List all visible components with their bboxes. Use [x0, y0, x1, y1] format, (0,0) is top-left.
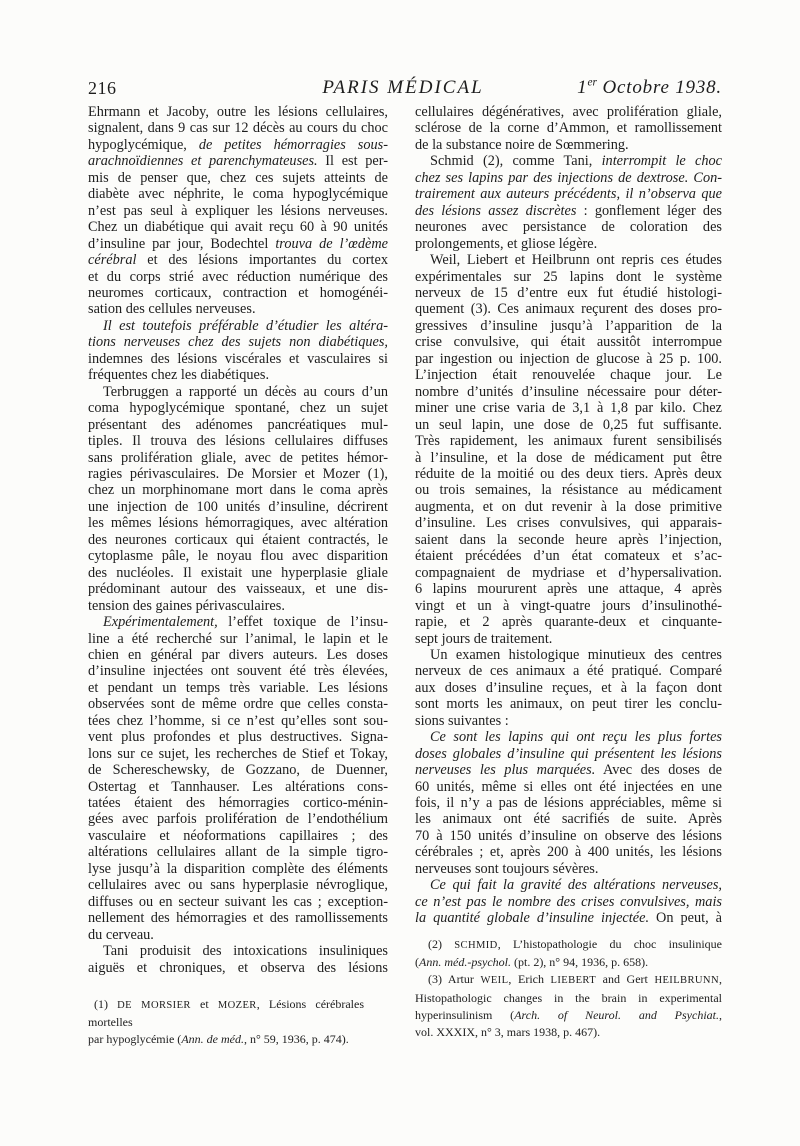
roman-text: , Erich	[508, 972, 551, 987]
text-line: du cerveau.	[88, 926, 154, 943]
text-line: des nucléoles. Il existait une hyperplasie gliale	[88, 564, 388, 581]
text-line: vol. XXXIX, n° 3, mars 1938, p. 467).	[415, 1025, 601, 1040]
text-line: cytoplasme pâle, le noyau flou avec disparition	[88, 548, 388, 565]
paragraph	[415, 153, 722, 252]
text-line: étaient précédées d’un état comateux et s’ac-	[415, 548, 722, 565]
date-day: 1	[577, 77, 588, 98]
paragraph	[88, 104, 388, 318]
text-line	[415, 894, 722, 910]
right-column-body	[415, 104, 722, 927]
author-name: LIEBERT	[550, 975, 597, 987]
text-line: neurones avec persistance de coloration des	[415, 219, 722, 236]
roman-text: hypoglycémique,	[88, 136, 199, 153]
paragraph	[88, 318, 388, 384]
author-name: WEIL	[480, 975, 509, 987]
text-line: aiguës et chroniques, et observa des lésions	[88, 959, 388, 976]
roman-text: On peut, à	[649, 910, 723, 927]
text-line: cérébrales ; et, après 200 à 400 unités, les lésions	[415, 844, 722, 861]
text-line	[88, 996, 364, 1031]
text-line: indemnes des lésions viscérales et vasculaires si	[88, 350, 388, 367]
italic-text: de petites hémorragies sous-	[198, 136, 388, 153]
italic-text: Expérimentalement,	[103, 614, 218, 631]
paragraph	[415, 877, 722, 926]
text-line: Weil, Liebert et Heilbrunn ont repris ces études	[430, 252, 722, 269]
text-line: réduite de la moitié ou des deux tiers. Après deux	[415, 465, 722, 482]
text-line: rapie, et 2 après quarante-deux et cinquante-	[415, 614, 722, 631]
roman-text: ,	[719, 1007, 722, 1022]
text-line: sans prolifération gliale, avec de petites hémor-	[88, 449, 388, 466]
author-name: SCHMID	[454, 940, 498, 951]
text-line: prédominant autour des vaisseaux, et une dis-	[88, 581, 388, 598]
text-line	[415, 1007, 722, 1024]
text-line: gressives d’insuline jusqu’à l’apparition de la	[415, 317, 722, 334]
text-line	[415, 936, 722, 954]
journal-title: PARIS MÉDICAL	[322, 77, 484, 98]
text-line: et pendant un temps très variable. Les lésions	[88, 679, 388, 696]
text-line	[415, 971, 722, 989]
text-line: vasculaire et néoformations capillaires ; des	[88, 827, 388, 844]
roman-text: (1)	[94, 997, 118, 1011]
text-line: crise convulsive, qui était aussitôt interrompue	[415, 334, 722, 351]
text-line: fréquentes chez les diabétiques.	[88, 367, 270, 384]
text-line	[88, 334, 388, 350]
text-line: expérimentales sur 25 lapins dont le système	[415, 268, 722, 285]
left-footnotes	[88, 996, 364, 1049]
italic-text: interrompit le choc	[601, 153, 723, 170]
roman-text: Il est per-	[317, 153, 388, 170]
text-line: cellulaires avec ou sans hyperplasie névroglique,	[88, 877, 388, 894]
text-line: nerveuses sont toujours sévères.	[415, 860, 599, 877]
roman-text: et des lésions importantes du cortex	[136, 252, 388, 269]
text-line: présentant des adénomes pancréatiques mul-	[88, 416, 388, 433]
text-line: aux doses d’insuline reçues, et à la façon dont	[415, 679, 722, 696]
right-column	[415, 104, 722, 927]
text-line: miner une crise varia de 3,1 à 1,8 par kilo. Chez	[415, 400, 722, 417]
author-name: MOZER	[217, 1000, 257, 1011]
text-line: chien en général par divers auteurs. Les doses	[88, 646, 388, 663]
text-line	[88, 252, 388, 268]
text-line: line a été recherché sur l’animal, le lapin et le	[88, 630, 388, 647]
text-line: coma hypoglycémique spontané, chez un sujet	[88, 400, 388, 417]
roman-text: d’insuline par jour, Bodechtel	[88, 235, 276, 252]
text-line: fois, il n’y a pas de lésions appréciables, même si	[415, 795, 722, 812]
paragraph	[88, 614, 388, 943]
italic-text: Ann. méd.-psychol.	[419, 955, 511, 970]
text-line: vingt et un à vingt-quatre jours d’insulinothé-	[415, 597, 722, 614]
text-line: observées sont de même ordre que celles consta-	[88, 696, 388, 713]
footnote	[415, 971, 722, 1041]
roman-text: Schmid (2), comme Tani,	[430, 153, 602, 170]
page-number: 216	[88, 78, 117, 98]
text-line: Chez un diabétique qui avait reçu 60 à 90 unités	[88, 219, 388, 236]
text-line: de la substance noire de Sœmmering.	[415, 136, 629, 153]
text-line: Très rapidement, les animaux furent sensibilisés	[415, 433, 722, 450]
footnote	[88, 996, 364, 1049]
text-line	[415, 186, 722, 202]
italic-text: Ce sont les lapins qui ont reçu les plus fortes	[430, 729, 722, 746]
roman-text: hyperinsulinism (	[415, 1007, 515, 1022]
text-line	[88, 614, 388, 630]
roman-text: : gonflement léger des	[576, 202, 722, 219]
roman-text: Avec des doses de	[595, 762, 722, 779]
paragraph	[88, 943, 388, 976]
text-line: Terbruggen a rapporté un décès au cours d’un	[103, 383, 388, 400]
text-line	[88, 1031, 364, 1048]
roman-text: par hypoglycémie (	[88, 1032, 182, 1047]
roman-text: et	[190, 997, 218, 1011]
text-line	[415, 203, 722, 219]
text-line	[415, 729, 722, 745]
text-line: nellement des hémorragies et des ramollissements	[88, 910, 388, 927]
right-footnotes	[415, 936, 722, 1041]
text-line: diabète avec néphrite, le coma hypoglycémique	[88, 186, 388, 203]
text-line: diffuses ou en secteur suivant les cas ; exception-	[88, 893, 388, 910]
text-line: un seul lapin, une dose de 0,25 fut suffisante.	[415, 416, 722, 433]
text-line: par ingestion ou injection de glucose à 25 p. 100.	[415, 350, 722, 367]
text-line: nerveux de ces animaux a été pratiqué. Comparé	[415, 663, 722, 680]
italic-text: trairement aux auteurs précédents, il n’observa que	[415, 186, 722, 203]
text-line: augmenta, et on dut revenir à la dose primitive	[415, 498, 722, 515]
text-line: tées chez l’homme, si ce n’est qu’elles sont sou-	[88, 712, 388, 729]
text-line: n’est pas seul à expliquer les lésions nerveuses.	[88, 202, 388, 219]
text-line: Tani produisit des intoxications insuliniques	[103, 943, 388, 960]
paragraph	[415, 252, 722, 647]
roman-text: (2)	[428, 937, 455, 951]
text-line: sclérose de la corne d’Ammon, et ramollissement	[415, 120, 722, 137]
italic-text: trouva de l’œdème	[275, 235, 388, 252]
text-line: nerveux de 15 d’entre eux fut étudié histologi-	[415, 284, 722, 301]
text-line: d’insuline. Les crises convulsives, qui apparais-	[415, 515, 722, 532]
text-line: une injection de 100 unités d’insuline, décrirent	[88, 498, 388, 515]
text-line	[415, 746, 722, 762]
text-line	[415, 170, 722, 186]
text-line: Ehrmann et Jacoby, outre les lésions cellulaires,	[88, 104, 388, 120]
text-line: saient dans la seconde heure après l’injection,	[415, 531, 722, 548]
paragraph	[415, 104, 722, 153]
text-line: altérations cellulaires allant de la simple tigro-	[88, 844, 388, 861]
italic-text: arachnoïdiennes et parenchymateuses.	[88, 153, 318, 170]
text-line	[415, 910, 722, 926]
text-line	[88, 153, 388, 169]
text-line: Histopathologic changes in the brain in experimental	[415, 990, 722, 1005]
text-line: signalent, dans 9 cas sur 12 décès au cours du choc	[88, 120, 388, 137]
running-header	[88, 76, 722, 100]
text-line: les animaux ont été sacrifiés de suite. Après	[415, 811, 722, 828]
italic-text: chez ses lapins par des injections de dextrose. Con-	[415, 169, 722, 186]
italic-text: la quantité globale d’insuline injectée.	[415, 910, 650, 927]
text-line	[88, 137, 388, 153]
text-line: les mêmes lésions hémorragiques, avec altération	[88, 515, 388, 532]
author-name: HEILBRUNN	[654, 975, 719, 987]
roman-text: l’effet toxique de l’insu-	[217, 614, 388, 631]
text-line: nombre d’unités d’insuline nécessaire pour déter-	[415, 383, 722, 400]
italic-text: tions nerveuses chez des sujets non diabétiques,	[88, 334, 388, 351]
text-line: de Schereschewsky, de Gozzano, de Duenner,	[88, 762, 388, 779]
paragraph	[415, 729, 722, 877]
text-line: tension des gaines périvasculaires.	[88, 597, 285, 614]
text-line: chez un morphinomane mort dans le coma après	[88, 482, 388, 499]
paragraph	[88, 384, 388, 614]
text-line: 70 à 150 unités d’insuline on observe des lésions	[415, 827, 722, 844]
left-column-body	[88, 104, 388, 976]
text-line: ragies périvasculaires. De Morsier et Mozer (1),	[88, 465, 388, 482]
text-line: ou trois semaines, la résistance au médicament	[415, 482, 722, 499]
text-line: d’insuline injectées ont souvent été très élevées,	[88, 663, 388, 680]
text-line: neuromes corticaux, contraction et homogénéi-	[88, 284, 388, 301]
italic-text: Ann. de méd.	[181, 1032, 244, 1047]
text-line	[88, 318, 388, 334]
roman-text: ,	[718, 972, 722, 987]
text-line: quement (3). Ces animaux reçurent des doses pro-	[415, 301, 722, 318]
roman-text: , Lésions cérébrales mortelles	[88, 997, 364, 1030]
text-line: vent plus profondes et plus destructives. Signa-	[88, 729, 388, 746]
text-line: lyse jusqu’à la disparition complète des éléments	[88, 860, 388, 877]
text-line: sation des cellules nerveuses.	[88, 301, 256, 318]
text-line: 6 lapins moururent après une attaque, 4 après	[415, 581, 722, 598]
roman-text: , L’histopathologie du choc insulinique	[497, 937, 722, 951]
author-name: DE MORSIER	[117, 1000, 191, 1011]
text-line: lons sur ce sujet, les recherches de Stief et Tokay,	[88, 745, 388, 762]
roman-text: (	[415, 955, 419, 970]
text-line	[415, 762, 722, 778]
text-line: cellulaires dégénératives, avec prolifération gliale,	[415, 104, 722, 120]
paragraph	[415, 647, 722, 729]
italic-text: doses globales d’insuline qui présentent les lésions	[415, 745, 722, 762]
roman-text: (3) Artur	[428, 972, 481, 987]
text-line: prolongements, et gliose légère.	[415, 235, 598, 252]
italic-text: ce n’est pas le nombre des crises convulsives, mais	[415, 893, 722, 910]
italic-text: Il est toutefois préférable d’étudier les altéra-	[103, 317, 388, 334]
text-line: sont morts les animaux, on peut tirer les conclu-	[415, 696, 722, 713]
italic-text: Arch. of Neurol. and Psychiat.	[514, 1007, 719, 1022]
italic-text: des lésions assez discrètes	[415, 202, 577, 219]
text-line: Un examen histologique minutieux des centres	[430, 646, 722, 663]
text-line: gées avec parfois prolifération de l’endothélium	[88, 811, 388, 828]
text-line: mis de penser que, chez ces sujets atteints de	[88, 169, 388, 186]
roman-text: (pt. 2), n° 94, 1936, p. 658).	[510, 955, 649, 970]
date-month-year: Octobre 1938.	[602, 77, 722, 98]
text-line: et du corps strié avec réduction numérique des	[88, 268, 388, 285]
text-line	[415, 954, 722, 971]
italic-text: cérébral	[88, 252, 137, 269]
text-line: L’injection était renouvelée chaque jour. Le	[415, 367, 722, 384]
text-line: à l’insuline, et la dose de médicament put être	[415, 449, 722, 466]
text-line: Ostertag et Tannhauser. Les altérations cons-	[88, 778, 388, 795]
left-column	[88, 104, 388, 976]
text-line: des neurones corticaux qui étaient contractés, le	[88, 531, 388, 548]
text-line	[415, 877, 722, 893]
roman-text: , n° 59, 1936, p. 474).	[243, 1032, 349, 1047]
text-line	[415, 153, 722, 169]
italic-text: Ce qui fait la gravité des altérations nerveuses,	[430, 877, 722, 894]
text-line: tiples. Il trouva des lésions cellulaires diffuses	[88, 433, 388, 450]
text-line: 60 unités, même si elles ont été injectées en une	[415, 778, 722, 795]
text-line: sions suivantes :	[415, 712, 509, 729]
italic-text: nerveuses les plus marquées.	[415, 762, 596, 779]
footnote	[415, 936, 722, 971]
text-line: tatées étaient des hémorragies cortico-ménin-	[88, 795, 388, 812]
text-line: compagnaient de mydriase et d’hypersalivation.	[415, 564, 722, 581]
text-line	[88, 236, 388, 252]
issue-date	[577, 76, 722, 100]
roman-text: and Gert	[596, 972, 655, 987]
date-superscript: er	[587, 76, 597, 89]
text-line: sept jours de traitement.	[415, 630, 553, 647]
